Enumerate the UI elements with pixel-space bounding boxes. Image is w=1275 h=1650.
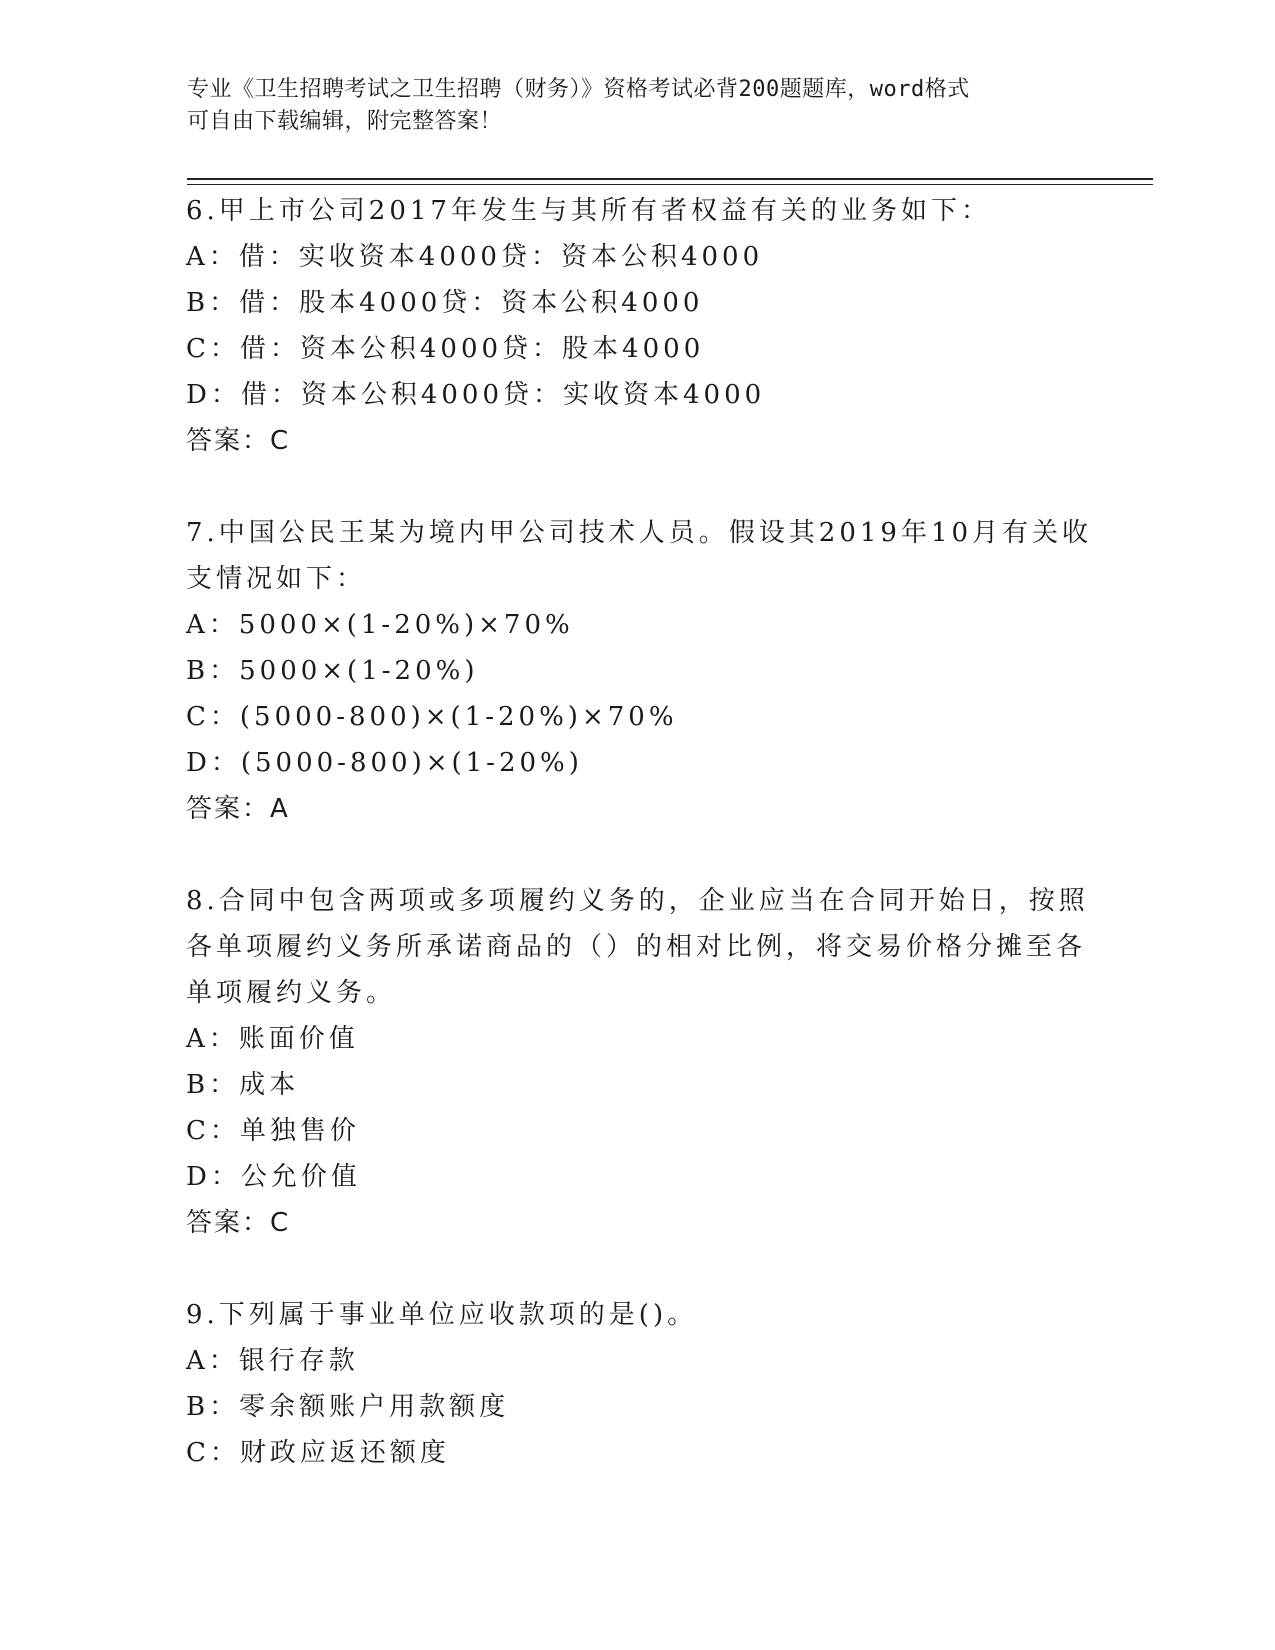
option-c: C：单独售价 bbox=[186, 1116, 360, 1146]
question-stem: 支情况如下： bbox=[186, 564, 367, 594]
header-line: 专业《卫生招聘考试之卫生招聘（财务）》资格考试必背200题题库，word格式 bbox=[187, 77, 970, 102]
question-9 bbox=[186, 1292, 1066, 1476]
question-list bbox=[186, 188, 1093, 1522]
question-stem: 8.合同中包含两项或多项履约义务的，企业应当在合同开始日，按照 bbox=[186, 886, 1089, 916]
option-c: C：(5000-800)×(1-20%)×70% bbox=[186, 702, 678, 732]
question-stem: 9.下列属于事业单位应收款项的是()。 bbox=[186, 1300, 698, 1330]
header-divider-thin bbox=[187, 184, 1153, 185]
option-c: C：财政应返还额度 bbox=[186, 1438, 450, 1468]
question-stem: 单项履约义务。 bbox=[186, 978, 397, 1008]
option-d: D：借：资本公积4000贷：实收资本4000 bbox=[186, 380, 766, 410]
question-8 bbox=[186, 878, 1089, 1246]
option-b: B：借：股本4000贷：资本公积4000 bbox=[186, 288, 704, 318]
option-a: A：银行存款 bbox=[186, 1346, 359, 1376]
option-b: B：5000×(1-20%) bbox=[186, 656, 479, 686]
question-stem: 各单项履约义务所承诺商品的（）的相对比例，将交易价格分摊至各 bbox=[186, 932, 1087, 962]
question-stem: 6.甲上市公司2017年发生与其所有者权益有关的业务如下： bbox=[186, 196, 991, 226]
option-d: D：(5000-800)×(1-20%) bbox=[186, 748, 583, 778]
option-d: D：公允价值 bbox=[186, 1162, 361, 1192]
option-a: A：账面价值 bbox=[186, 1024, 359, 1054]
question-6 bbox=[186, 188, 1066, 464]
option-b: B：成本 bbox=[186, 1070, 300, 1100]
answer-label: 答案：A bbox=[186, 794, 290, 824]
header-divider-thick bbox=[187, 178, 1153, 180]
header-line: 可自由下载编辑，附完整答案！ bbox=[187, 109, 503, 134]
option-a: A：借：实收资本4000贷：资本公积4000 bbox=[186, 242, 764, 272]
document-header bbox=[187, 74, 1067, 138]
question-stem: 7.中国公民王某为境内甲公司技术人员。假设其2019年10月有关收 bbox=[186, 518, 1093, 548]
answer-label: 答案：C bbox=[186, 1208, 291, 1238]
answer-label: 答案：C bbox=[186, 426, 291, 456]
option-c: C：借：资本公积4000贷：股本4000 bbox=[186, 334, 705, 364]
question-7 bbox=[186, 510, 1093, 832]
option-b: B：零余额账户用款额度 bbox=[186, 1392, 510, 1422]
option-a: A：5000×(1-20%)×70% bbox=[186, 610, 574, 640]
